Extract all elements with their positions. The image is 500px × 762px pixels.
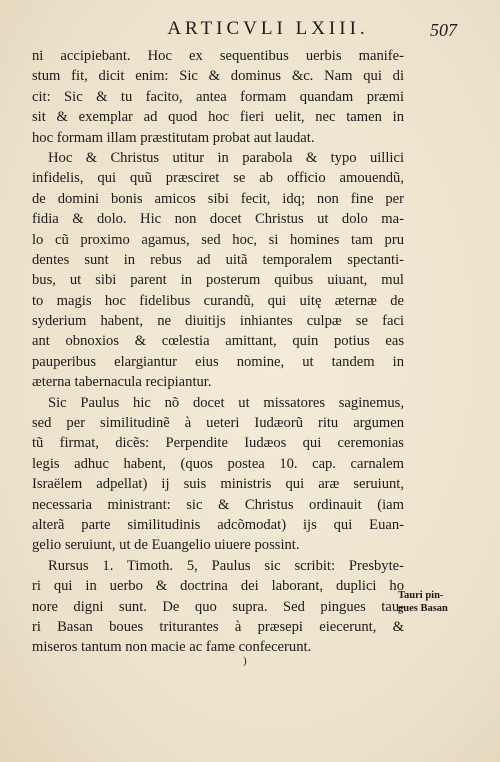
text-line: necessaria ministrant: sic & Christus ordinauit (iam bbox=[32, 496, 404, 513]
text-line: sed per similitudinẽ à ueteri Iudæorũ ritu argumen bbox=[32, 415, 404, 432]
marginal-note-line: Tauri pin- bbox=[398, 590, 444, 601]
running-head: ARTICVLI LXIII. bbox=[167, 18, 369, 39]
text-line: nore digni sunt. De quo supra. Sed pingues tau- bbox=[32, 598, 404, 615]
text-line: æterna tabernacula recipiantur. bbox=[32, 374, 212, 391]
text-line: de domini bonis amicos sibi fecit, idq; non fine per bbox=[32, 190, 404, 207]
marginal-note bbox=[398, 589, 476, 615]
text-line: Sic Paulus hic nõ docet ut missatores saginemus, bbox=[48, 394, 404, 411]
text-line: legis adhuc habent, (quos postea 10. cap. carnalem bbox=[32, 455, 404, 472]
text-line: Hoc & Christus utitur in parabola & typo uillici bbox=[48, 149, 404, 166]
page-number: 507 bbox=[430, 20, 457, 40]
text-line: tũ firmat, dicẽs: Perpendite Iudæos qui ceremonias bbox=[32, 435, 404, 452]
text-line: lo cũ proximo agamus, sed hoc, si homines tam pru bbox=[32, 231, 404, 248]
text-line: pauperibus elargiantur eius nomine, ut tandem in bbox=[32, 353, 404, 370]
text-line: miseros tantum non macie ac fame confecerunt. bbox=[32, 639, 312, 656]
text-line: fidia & dolo. Hic non docet Christus ut dolo ma- bbox=[32, 211, 404, 228]
text-line: syderium habent, ne diuitijs inhiantes culpæ se faci bbox=[32, 313, 404, 330]
text-line: hoc formam illam præstitutam probat aut laudat. bbox=[32, 129, 315, 146]
text-line: alterã parte similitudinis adcõmodat) ijs qui Euan- bbox=[32, 516, 404, 533]
text-line: infidelis, qui quũ præsciret se ab officio amouendũ, bbox=[32, 170, 404, 187]
text-line: Rursus 1. Timoth. 5, Paulus sic scribit: Presbyte- bbox=[48, 557, 404, 574]
stray-mark: ) bbox=[243, 655, 247, 667]
text-line: ni accipiebant. Hoc ex sequentibus uerbis manife- bbox=[32, 48, 404, 64]
text-line: dentes sunt in rebus ad uitã temporalem spectanti- bbox=[32, 251, 404, 268]
text-line: ri Basan boues triturantes à præsepi eiecerunt, & bbox=[32, 618, 404, 635]
text-line: gelio seruiunt, ut de Euangelio uiuere possint. bbox=[32, 537, 300, 554]
body-text bbox=[32, 46, 404, 658]
text-line: to magis hoc fidelibus curandũ, qui uitę æternæ de bbox=[32, 292, 404, 309]
text-line: ri qui in uerbo & doctrina dei laborant, duplici ho bbox=[32, 578, 404, 595]
marginal-note-line: gues Basan bbox=[398, 603, 448, 614]
text-line: bus, ut sibi parent in posterum quibus uiuant, mul bbox=[32, 272, 404, 289]
text-line: Israëlem adpellat) ij suis ministris qui aræ seruiunt, bbox=[32, 476, 404, 493]
text-line: ant obnoxios & cœlestia amittant, quin potius eas bbox=[32, 333, 404, 350]
text-line: sit & exemplar ad quod hoc fieri uelit, nec tamen in bbox=[32, 109, 404, 126]
text-line: stum fit, dicit enim: Sic & dominus &c. Nam qui di bbox=[32, 68, 404, 85]
text-line: cit: Sic & tu facito, antea formam quandam præmi bbox=[32, 88, 404, 105]
